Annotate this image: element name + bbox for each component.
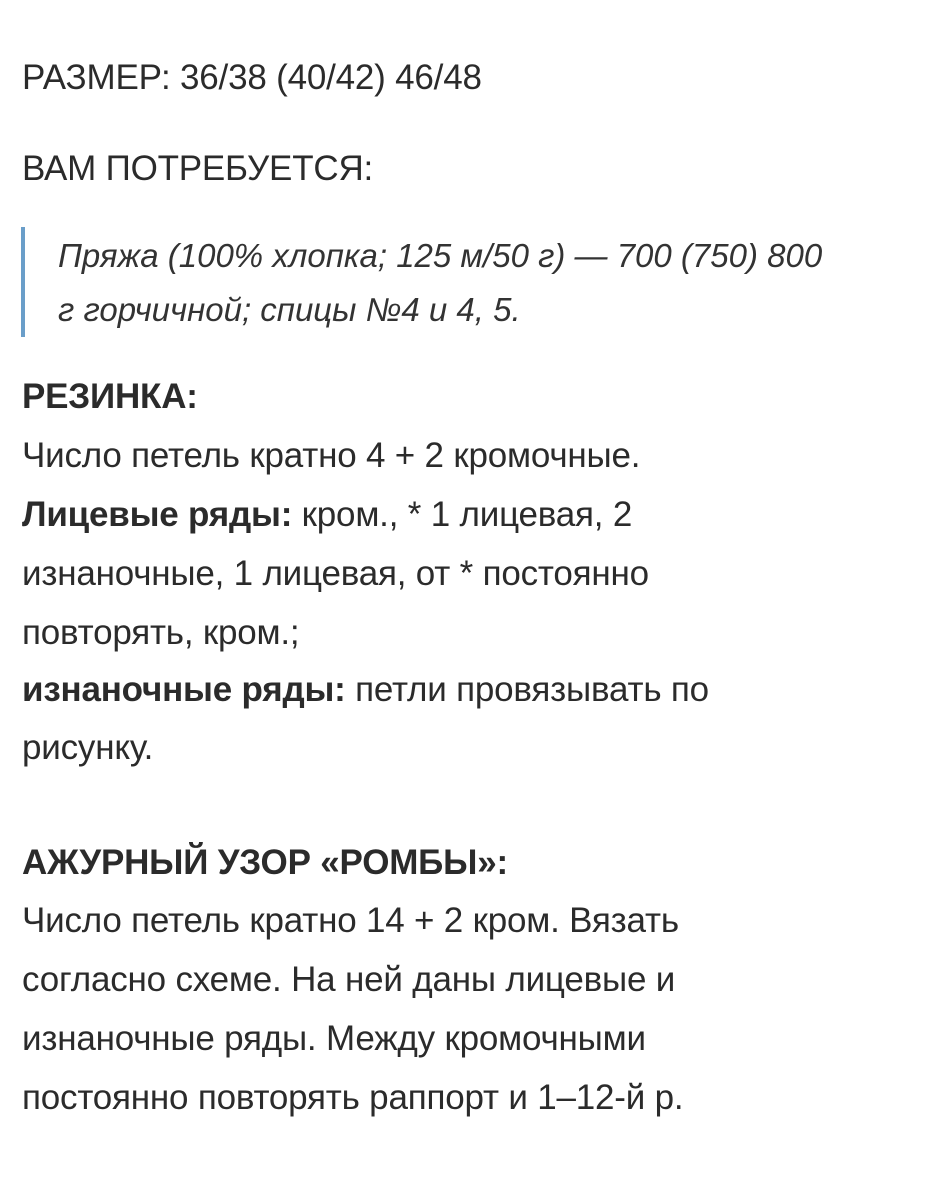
right-rows-text: кром., * 1 лицевая, 2 <box>292 495 633 534</box>
wrong-rows-text: петли провязывать по <box>345 670 709 709</box>
lace-heading: АЖУРНЫЙ УЗОР «РОМБЫ»: <box>22 843 508 882</box>
quote-bar <box>21 227 25 337</box>
rib-wrong-rows-line-1 <box>22 669 709 711</box>
lace-line-1: Число петель кратно 14 + 2 кром. Вязать <box>22 901 679 940</box>
needed-heading: ВАМ ПОТРЕБУЕТСЯ: <box>22 149 374 188</box>
rib-heading: РЕЗИНКА: <box>22 377 198 416</box>
lace-line-4: постоянно повторять раппорт и 1–12-й р. <box>22 1078 684 1117</box>
rib-right-rows-line-2: изнаночные, 1 лицевая, от * постоянно <box>22 554 649 593</box>
rib-wrong-rows-line-2: рисунку. <box>22 728 154 767</box>
rib-stitch-count: Число петель кратно 4 + 2 кромочные. <box>22 436 641 475</box>
wrong-rows-label: изнаночные ряды: <box>22 670 346 709</box>
size-line: РАЗМЕР: 36/38 (40/42) 46/48 <box>22 58 482 97</box>
lace-line-3: изнаночные ряды. Между кромочными <box>22 1019 646 1058</box>
rib-right-rows-line-1 <box>22 494 632 536</box>
materials-line-2: г горчичной; спицы №4 и 4, 5. <box>58 291 521 328</box>
right-rows-label: Лицевые ряды: <box>22 495 293 534</box>
rib-right-rows-line-3: повторять, кром.; <box>22 613 300 652</box>
materials-line-1: Пряжа (100% хлопка; 125 м/50 г) — 700 (750) 800 <box>58 237 823 274</box>
lace-line-2: согласно схеме. На ней даны лицевые и <box>22 960 676 999</box>
